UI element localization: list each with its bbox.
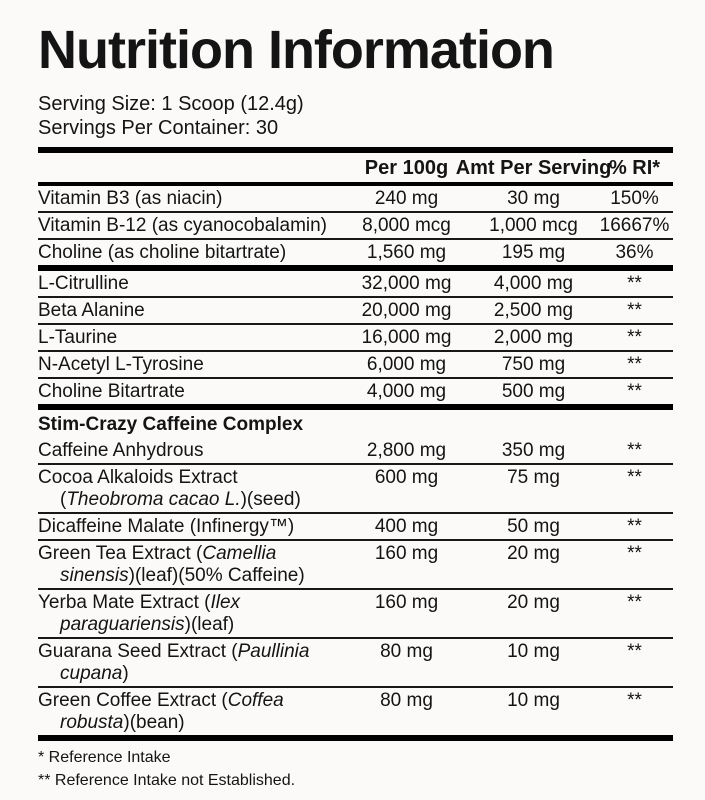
table-body: [38, 186, 673, 741]
per-100g-value: 600 mg: [374, 467, 439, 488]
section-title: Stim-Crazy Caffeine Complex: [38, 414, 304, 435]
table-row: [38, 352, 673, 379]
ingredient-name: Vitamin B-12 (as cyanocobalamin): [38, 215, 328, 236]
ingredient-name: Green Coffee Extract (Coffea robusta)(bean): [38, 690, 284, 733]
ingredient-name: Beta Alanine: [38, 300, 145, 321]
per-100g-value: 2,800 mg: [366, 440, 447, 461]
ri-value: **: [627, 300, 642, 321]
ingredient-name: Choline (as choline bitartrate): [38, 242, 287, 263]
section-header-row: [38, 410, 673, 438]
footnotes: [38, 746, 673, 792]
ingredient-name: Yerba Mate Extract (Ilex paraguariensis)(leaf): [38, 592, 241, 635]
ingredient-name: Vitamin B3 (as niacin): [38, 188, 223, 209]
per-serving-value: 750 mg: [501, 354, 566, 375]
per-serving-value: 2,000 mg: [493, 327, 574, 348]
table-row: [38, 639, 673, 688]
per-serving-value: 1,000 mcg: [489, 215, 578, 236]
per-serving-value: 20 mg: [507, 592, 560, 613]
ri-value: **: [627, 467, 642, 488]
per-serving-value: 500 mg: [501, 381, 566, 402]
ingredient-name: Cocoa Alkaloids Extract (Theobroma cacao L.)(seed): [38, 467, 301, 510]
per-100g-value: 80 mg: [380, 690, 433, 711]
table-row: [38, 271, 673, 298]
per-100g-value: 4,000 mg: [366, 381, 447, 402]
per-serving-value: 30 mg: [507, 188, 560, 209]
table-row: [38, 541, 673, 590]
table-row: [38, 438, 673, 465]
per-serving-value: 10 mg: [507, 690, 560, 711]
ingredient-name: Guarana Seed Extract (Paullinia cupana): [38, 641, 310, 684]
per-100g-value: 1,560 mg: [366, 242, 447, 263]
per-serving-value: 4,000 mg: [493, 273, 574, 294]
ingredient-name: L-Taurine: [38, 327, 118, 348]
ri-value: **: [627, 641, 642, 662]
table-row: [38, 590, 673, 639]
table-row: [38, 325, 673, 352]
ri-value: **: [627, 327, 642, 348]
ingredient-name: Green Tea Extract (Camellia sinensis)(leaf)(50% Caffeine): [38, 543, 305, 586]
ingredient-name: Dicaffeine Malate (Infinergy™): [38, 516, 295, 537]
table-row: [38, 186, 673, 213]
ingredient-name: Choline Bitartrate: [38, 381, 185, 402]
per-serving-value: 2,500 mg: [493, 300, 574, 321]
table-row: [38, 240, 673, 271]
footnote-reference-intake: * Reference Intake: [38, 749, 171, 766]
table-row: [38, 213, 673, 240]
page-title: Nutrition Information: [38, 20, 554, 80]
table-row: [38, 688, 673, 741]
per-100g-value: 160 mg: [374, 543, 439, 564]
per-serving-value: 350 mg: [501, 440, 566, 461]
per-serving-value: 10 mg: [507, 641, 560, 662]
footnote-ri-not-established: ** Reference Intake not Established.: [38, 772, 296, 789]
column-header-per-100g: Per 100g: [364, 157, 449, 179]
per-100g-value: 160 mg: [374, 592, 439, 613]
per-100g-value: 80 mg: [380, 641, 433, 662]
per-100g-value: 240 mg: [374, 188, 439, 209]
table-row: [38, 298, 673, 325]
column-header-percent-ri: % RI*: [608, 157, 661, 179]
per-100g-value: 8,000 mcg: [362, 215, 451, 236]
per-100g-value: 16,000 mg: [361, 327, 452, 348]
ri-value: **: [627, 354, 642, 375]
ri-value: **: [627, 381, 642, 402]
ri-value: 150%: [610, 188, 659, 209]
table-header-row: [38, 153, 673, 182]
ri-value: **: [627, 440, 642, 461]
ri-value: **: [627, 273, 642, 294]
per-100g-value: 20,000 mg: [361, 300, 452, 321]
ri-value: **: [627, 592, 642, 613]
ri-value: **: [627, 690, 642, 711]
ri-value: **: [627, 516, 642, 537]
ingredient-name: N-Acetyl L-Tyrosine: [38, 354, 204, 375]
table-row: [38, 514, 673, 541]
ingredient-name: L-Citrulline: [38, 273, 129, 294]
per-serving-value: 75 mg: [507, 467, 560, 488]
ingredient-name: Caffeine Anhydrous: [38, 440, 204, 461]
per-100g-value: 6,000 mg: [366, 354, 447, 375]
table-row: [38, 465, 673, 514]
ri-value: 36%: [615, 242, 654, 263]
ri-value: 16667%: [599, 215, 670, 236]
ri-value: **: [627, 543, 642, 564]
per-serving-value: 50 mg: [507, 516, 560, 537]
per-100g-value: 32,000 mg: [361, 273, 452, 294]
table-row: [38, 379, 673, 410]
servings-per-container: Servings Per Container: 30: [38, 117, 279, 139]
per-100g-value: 400 mg: [374, 516, 439, 537]
serving-size: Serving Size: 1 Scoop (12.4g): [38, 93, 304, 115]
per-serving-value: 195 mg: [501, 242, 566, 263]
column-header-amt-per-serving: Amt Per Serving: [455, 157, 612, 179]
per-serving-value: 20 mg: [507, 543, 560, 564]
